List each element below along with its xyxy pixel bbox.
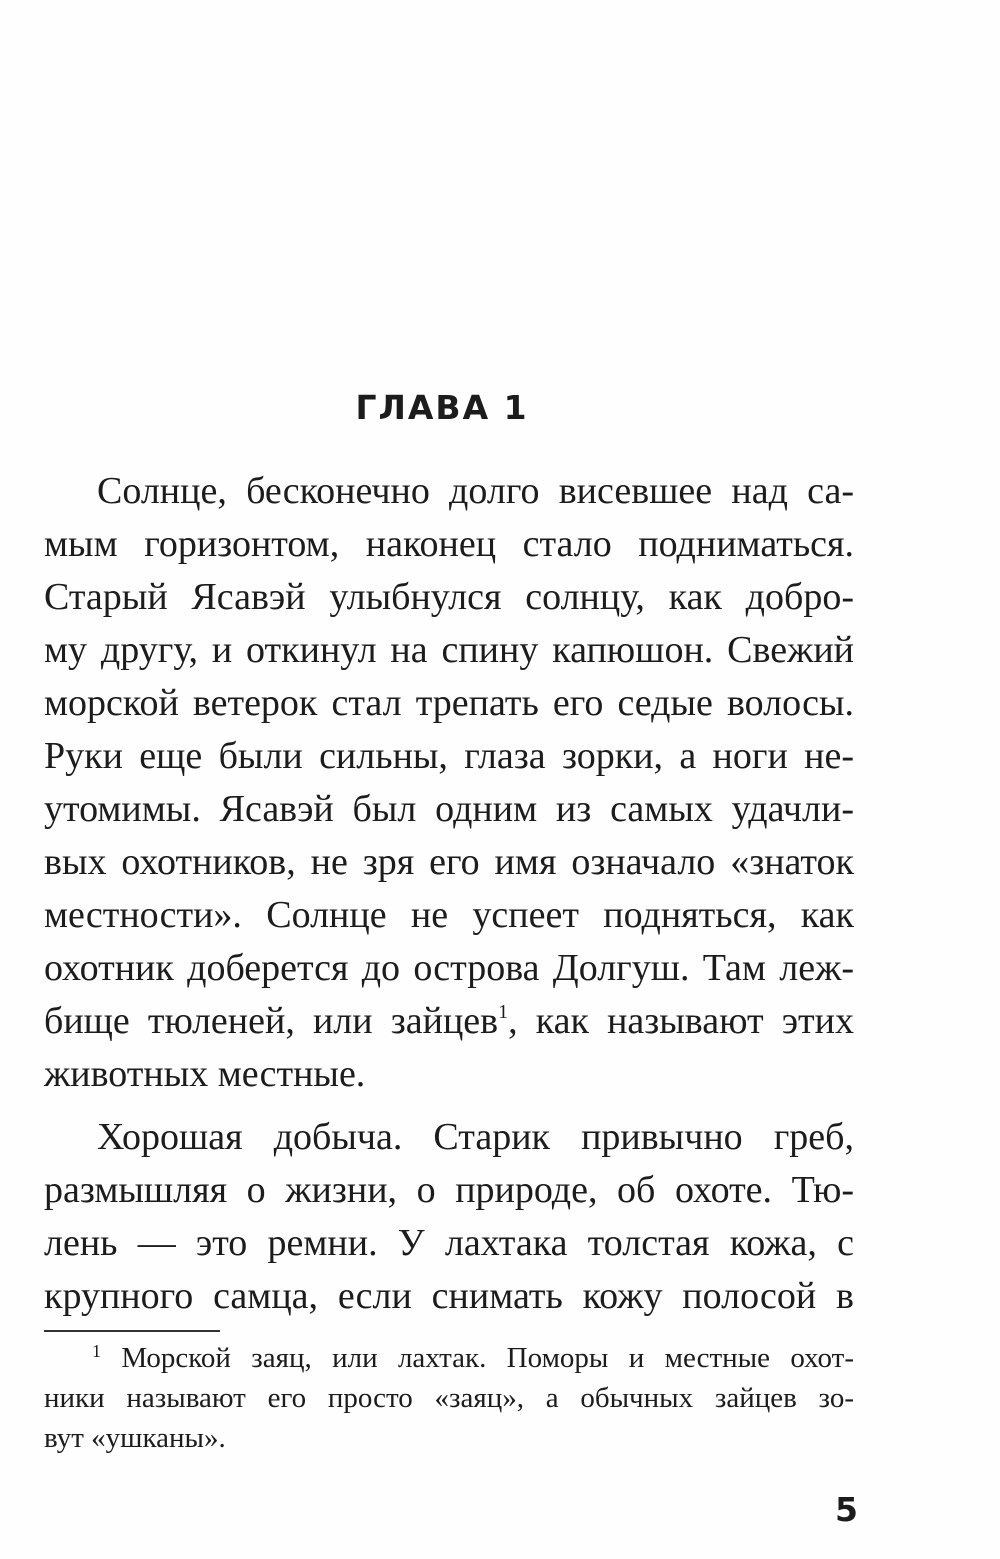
chapter-title: ГЛАВА 1: [355, 388, 529, 427]
paragraph-line: му другу, и откинул на спину капюшон. Свежий: [44, 629, 854, 671]
footnote-divider: [44, 1330, 220, 1332]
paragraph-line: вых охотников, не зря его имя означало «знаток: [44, 841, 854, 883]
footnote-reference: 1: [498, 1001, 509, 1023]
paragraph-line: Хорошая добыча. Старик привычно греб,: [97, 1116, 854, 1158]
paragraph-line: морской ветерок стал трепать его седые волосы.: [44, 682, 854, 724]
footnote-line: ники называют его просто «заяц», а обычных зайцев зо-: [44, 1382, 854, 1414]
paragraph-line: мым горизонтом, наконец стало подниматься.: [44, 523, 854, 565]
paragraph-line: Солнце, бесконечно долго висевшее над са-: [97, 470, 854, 512]
footnote-line: вут «ушканы».: [44, 1422, 226, 1454]
paragraph-line: лень — это ремни. У лахтака толстая кожа, с: [44, 1222, 854, 1264]
paragraph-line: [44, 995, 854, 1047]
paragraph-line: животных местные.: [44, 1053, 366, 1095]
paragraph-line: утомимы. Ясавэй был одним из самых удачли-: [44, 788, 854, 830]
footnote-line: [92, 1338, 854, 1378]
paragraph-line: размышляя о жизни, о природе, об охоте. Тю-: [44, 1169, 854, 1211]
page-number: 5: [835, 1490, 858, 1529]
paragraph-line: Старый Ясавэй улыбнулся солнцу, как добро-: [44, 576, 854, 618]
line-text: бище тюленей, или зайцев: [44, 1000, 499, 1042]
footnote-text: Морской заяц, или лахтак. Поморы и местные охот-: [121, 1342, 854, 1374]
line-text-tail: , как называют этих: [508, 1000, 854, 1042]
paragraph-line: охотник доберется до острова Долгуш. Там леж-: [44, 947, 854, 989]
paragraph-line: крупного самца, если снимать кожу полосой в: [44, 1275, 854, 1317]
paragraph-line: Руки еще были сильны, глаза зорки, а ноги не-: [44, 735, 854, 777]
paragraph-line: местности». Солнце не успеет подняться, как: [44, 894, 854, 936]
footnote-mark: 1: [92, 1341, 101, 1361]
